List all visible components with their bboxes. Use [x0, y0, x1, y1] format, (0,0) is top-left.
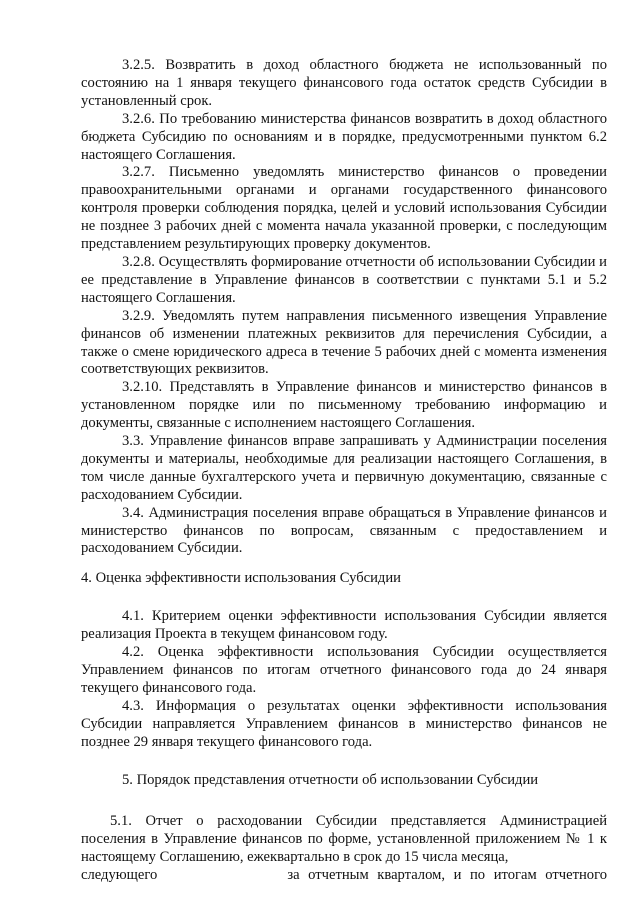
paragraph-3-2-6: 3.2.6. По требованию министерства финансов возвратить в доход областного бюджета Субсидию по основаниям и в порядке, предусмотренными пунктом 6.2 настоящего Соглашения. — [81, 110, 607, 163]
section-5-heading: 5. Порядок представления отчетности об использовании Субсидии — [122, 771, 539, 788]
paragraph-3-2-10: 3.2.10. Представлять в Управление финансов и министерство финансов в установленном порядке или по письменному требованию информацию и документы, связанные с исполнением настоящего Соглашения. — [81, 379, 607, 432]
paragraph-5-1-tail: за отчетным кварталом, и по итогам отчетного — [287, 867, 607, 884]
paragraph-3-2-9: 3.2.9. Уведомлять путем направления письменного извещения Управление финансов об изменении платежных реквизитов для перечисления Субсидии, а также о смене юридического адреса в течение 5 рабочих дней с момента изменения соответствующих реквизитов. — [81, 307, 607, 378]
paragraph-5-1-word: следующего — [81, 867, 158, 884]
paragraph-3-2-7: 3.2.7. Письменно уведомлять министерство финансов о проведении правоохранительными органами и органами государственного финансового контроля проверки соблюдения порядка, целей и условий использования Субсидии не позднее 3 рабочих дней с момента начала указанной проверки, с последующим представлением результирующих проверку документов. — [81, 164, 607, 253]
paragraph-5-1-main: 5.1. Отчет о расходовании Субсидии представляется Администрацией поселения в Управление финансов по форме, установленной приложением № 1 к настоящему Соглашению, ежеквартально в срок до 15 числа месяца, — [81, 813, 607, 866]
paragraph-5-1 — [81, 813, 607, 867]
paragraph-4-1: 4.1. Критерием оценки эффективности использования Субсидии является реализация Проекта в текущем финансовом году. — [81, 608, 607, 643]
section-4-heading: 4. Оценка эффективности использования Субсидии — [81, 570, 401, 587]
paragraph-3-3: 3.3. Управление финансов вправе запрашивать у Администрации поселения документы и материалы, необходимые для реализации настоящего Соглашения, в том числе данные бухгалтерского учета и первичную документацию, связанные с расходованием Субсидии. — [81, 433, 607, 503]
paragraph-3-2-8: 3.2.8. Осуществлять формирование отчетности об использовании Субсидии и ее представление в Управление финансов в соответствии с пунктами 5.1 и 5.2 настоящего Соглашения. — [81, 253, 607, 306]
paragraph-3-2-5: 3.2.5. Возвратить в доход областного бюджета не использованный по состоянию на 1 января текущего финансового года остаток средств Субсидии в установленный срок. — [81, 57, 607, 109]
paragraph-4-2: 4.2. Оценка эффективности использования Субсидии осуществляется Управлением финансов по итогам отчетного финансового года до 24 января текущего финансового года. — [81, 644, 607, 696]
paragraph-3-4: 3.4. Администрация поселения вправе обращаться в Управление финансов и министерство финансов по вопросам, связанным с предоставлением и расходованием Субсидии. — [81, 504, 607, 557]
paragraph-4-3: 4.3. Информация о результатах оценки эффективности использования Субсидии направляется Управлением финансов в министерство финансов не позднее 29 января текущего финансового года. — [81, 697, 607, 750]
paragraph-5-1-last-line — [81, 867, 607, 885]
